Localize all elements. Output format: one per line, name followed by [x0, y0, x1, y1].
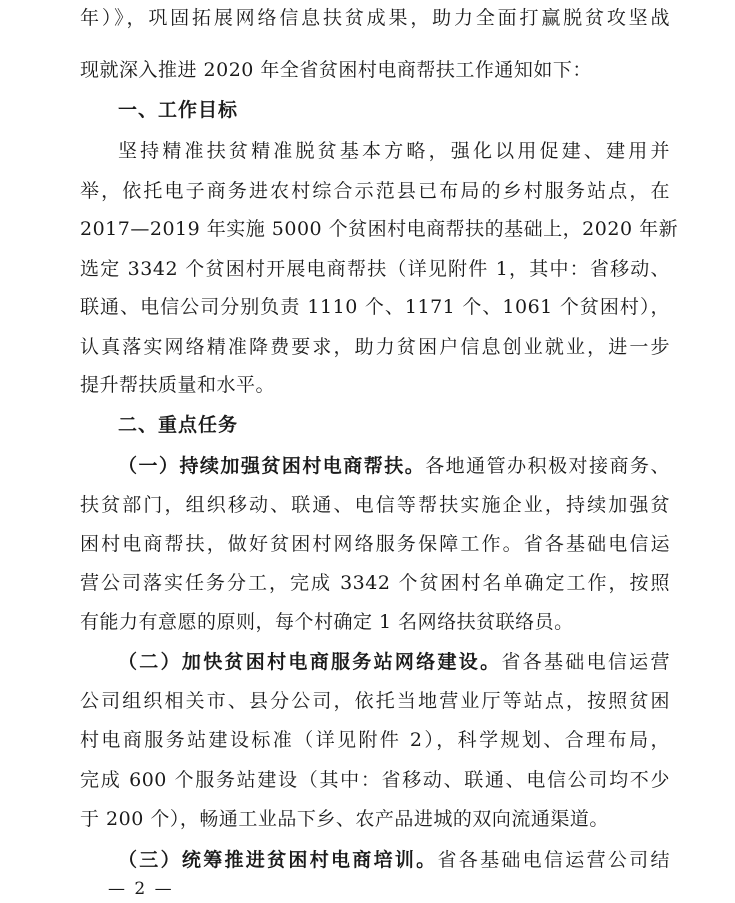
section-1-line-3: 2017—2019 年实施 5000 个贫困村电商帮扶的基础上，2020 年新	[80, 218, 679, 240]
task-1-line-4: 营公司落实任务分工，完成 3342 个贫困村名单确定工作，按照	[80, 572, 670, 594]
task-2-line-1	[118, 647, 670, 677]
task-3-title: （三）统筹推进贫困村电商培训。	[118, 849, 438, 871]
task-1-line-2: 扶贫部门，组织移动、联通、电信等帮扶实施企业，持续加强贫	[80, 494, 670, 516]
task-3-line-1	[118, 845, 670, 875]
task-1-title: （一）持续加强贫困村电商帮扶。	[118, 455, 426, 477]
task-1-line-3: 困村电商帮扶，做好贫困村网络服务保障工作。省各基础电信运	[80, 533, 670, 555]
task-2-line-5: 于 200 个），畅通工业品下乡、农产品进城的双向流通渠道。	[80, 808, 609, 830]
section-1-line-6: 认真落实网络精准降费要求，助力贫困户信息创业就业，进一步	[80, 336, 670, 358]
section-2-heading: 二、重点任务	[118, 414, 239, 436]
task-3-line-1-text: 省各基础电信运营公司结	[437, 849, 670, 871]
task-1-line-5: 有能力有意愿的原则，每个村确定 1 名网络扶贫联络员。	[80, 611, 574, 633]
section-1-line-7: 提升帮扶质量和水平。	[80, 374, 276, 396]
section-1-heading: 一、工作目标	[118, 99, 239, 121]
task-2-line-2: 公司组织相关市、县分公司，依托当地营业厅等站点，按照贫困	[80, 690, 670, 712]
task-2-line-3: 村电商服务站建设标准（详见附件 2），科学规划、合理布局，	[80, 729, 670, 751]
section-1-line-2: 举，依托电子商务进农村综合示范县已布局的乡村服务站点，在	[80, 180, 670, 202]
page-number: — 2 —	[108, 879, 174, 899]
section-1-line-5: 联通、电信公司分别负责 1110 个、1171 个、1061 个贫困村），	[80, 296, 670, 318]
task-2-line-4: 完成 600 个服务站建设（其中：省移动、联通、电信公司均不少	[80, 769, 670, 791]
task-1-line-1	[118, 451, 670, 481]
intro-line-1: 年）》，巩固拓展网络信息扶贫成果，助力全面打赢脱贫攻坚战	[80, 7, 670, 29]
task-2-line-1-text: 省各基础电信运营	[501, 651, 670, 673]
section-1-line-4: 选定 3342 个贫困村开展电商帮扶（详见附件 1，其中：省移动、	[80, 258, 670, 280]
task-2-title: （二）加快贫困村电商服务站网络建设。	[118, 651, 502, 673]
section-1-line-1: 坚持精准扶贫精准脱贫基本方略，强化以用促建、建用并	[118, 140, 670, 162]
intro-line-2: 现就深入推进 2020 年全省贫困村电商帮扶工作通知如下：	[80, 59, 592, 81]
task-1-line-1-text: 各地通管办积极对接商务、	[425, 455, 670, 477]
